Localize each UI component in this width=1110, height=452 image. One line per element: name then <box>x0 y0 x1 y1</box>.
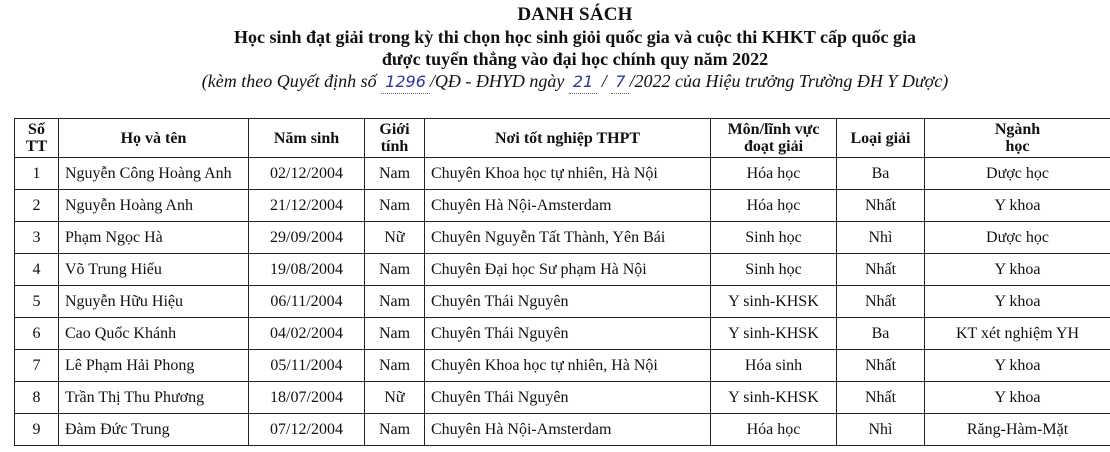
table-header-row <box>15 119 1110 158</box>
cell-major: Dược học <box>925 158 1110 190</box>
table-row <box>15 318 1110 350</box>
cell-field: Y sinh-KHSK <box>711 318 837 350</box>
cell-birth: 19/08/2004 <box>249 254 365 286</box>
header-name: Họ và tên <box>59 119 249 158</box>
cell-prize: Nhất <box>837 382 925 414</box>
document-subtitle-line-1: Học sinh đạt giải trong kỳ thi chọn học sinh giỏi quốc gia và cuộc thi KHKT cấp quốc gia <box>234 27 916 47</box>
decision-month-handwritten: 7 <box>611 71 629 94</box>
cell-birth: 06/11/2004 <box>249 286 365 318</box>
cell-name: Đàm Đức Trung <box>59 414 249 446</box>
cell-major: KT xét nghiệm YH <box>925 318 1110 350</box>
header-field: Môn/lĩnh vực đoạt giải <box>711 119 837 158</box>
cell-stt: 1 <box>15 158 59 190</box>
cell-name: Nguyễn Hữu Hiệu <box>59 286 249 318</box>
header-birth: Năm sinh <box>249 119 365 158</box>
table-row <box>15 382 1110 414</box>
table-row <box>15 222 1110 254</box>
cell-name: Nguyễn Công Hoàng Anh <box>59 158 249 190</box>
cell-name: Nguyễn Hoàng Anh <box>59 190 249 222</box>
cell-prize: Nhất <box>837 286 925 318</box>
cell-gender: Nam <box>365 254 425 286</box>
cell-major: Y khoa <box>925 254 1110 286</box>
cell-birth: 29/09/2004 <box>249 222 365 254</box>
cell-field: Y sinh-KHSK <box>711 382 837 414</box>
cell-gender: Nam <box>365 190 425 222</box>
cell-major: Y khoa <box>925 286 1110 318</box>
cell-field: Hóa học <box>711 190 837 222</box>
cell-prize: Nhì <box>837 414 925 446</box>
cell-gender: Nam <box>365 350 425 382</box>
header-stt: Số TT <box>15 119 59 158</box>
decision-suffix: /2022 của Hiệu trưởng Trường ĐH Y Dược) <box>629 71 949 91</box>
cell-major: Y khoa <box>925 350 1110 382</box>
cell-gender: Nữ <box>365 222 425 254</box>
cell-prize: Nhất <box>837 190 925 222</box>
cell-field: Sinh học <box>711 222 837 254</box>
table-row <box>15 254 1110 286</box>
cell-birth: 05/11/2004 <box>249 350 365 382</box>
decision-prefix: (kèm theo Quyết định số <box>201 71 377 91</box>
cell-gender: Nam <box>365 158 425 190</box>
cell-major: Dược học <box>925 222 1110 254</box>
table-row <box>15 350 1110 382</box>
cell-stt: 6 <box>15 318 59 350</box>
header-gender: Giới tính <box>365 119 425 158</box>
table-row <box>15 158 1110 190</box>
cell-major: Y khoa <box>925 382 1110 414</box>
decision-slash: / <box>601 71 607 91</box>
header-prize: Loại giải <box>837 119 925 158</box>
cell-birth: 07/12/2004 <box>249 414 365 446</box>
document-subtitle-line-2: được tuyển thẳng vào đại học chính quy năm 2022 <box>381 49 769 69</box>
header-major: Ngành học <box>925 119 1110 158</box>
decision-reference <box>40 70 1110 94</box>
cell-school: Chuyên Nguyễn Tất Thành, Yên Bái <box>425 222 711 254</box>
cell-school: Chuyên Hà Nội-Amsterdam <box>425 190 711 222</box>
cell-stt: 7 <box>15 350 59 382</box>
cell-gender: Nam <box>365 414 425 446</box>
decision-number-handwritten: 1296 <box>381 71 430 94</box>
cell-school: Chuyên Khoa học tự nhiên, Hà Nội <box>425 350 711 382</box>
cell-name: Lê Phạm Hải Phong <box>59 350 249 382</box>
header-school: Nơi tốt nghiệp THPT <box>425 119 711 158</box>
decision-mid: /QĐ - ĐHYD ngày <box>429 71 565 91</box>
cell-prize: Nhì <box>837 222 925 254</box>
cell-stt: 8 <box>15 382 59 414</box>
cell-stt: 3 <box>15 222 59 254</box>
cell-gender: Nam <box>365 318 425 350</box>
table-row <box>15 286 1110 318</box>
cell-major: Răng-Hàm-Mặt <box>925 414 1110 446</box>
cell-field: Y sinh-KHSK <box>711 286 837 318</box>
cell-gender: Nữ <box>365 382 425 414</box>
cell-school: Chuyên Thái Nguyên <box>425 318 711 350</box>
table-row <box>15 190 1110 222</box>
cell-school: Chuyên Thái Nguyên <box>425 382 711 414</box>
cell-prize: Nhất <box>837 254 925 286</box>
cell-field: Hóa học <box>711 158 837 190</box>
cell-prize: Ba <box>837 158 925 190</box>
cell-stt: 9 <box>15 414 59 446</box>
cell-gender: Nam <box>365 286 425 318</box>
cell-field: Hóa học <box>711 414 837 446</box>
cell-major: Y khoa <box>925 190 1110 222</box>
cell-name: Cao Quốc Khánh <box>59 318 249 350</box>
cell-name: Phạm Ngọc Hà <box>59 222 249 254</box>
cell-birth: 04/02/2004 <box>249 318 365 350</box>
cell-birth: 21/12/2004 <box>249 190 365 222</box>
cell-school: Chuyên Đại học Sư phạm Hà Nội <box>425 254 711 286</box>
decision-day-handwritten: 21 <box>569 71 597 94</box>
cell-stt: 4 <box>15 254 59 286</box>
cell-field: Sinh học <box>711 254 837 286</box>
document-heading <box>40 4 1110 94</box>
cell-name: Võ Trung Hiếu <box>59 254 249 286</box>
cell-prize: Ba <box>837 318 925 350</box>
table-row <box>15 414 1110 446</box>
cell-name: Trần Thị Thu Phương <box>59 382 249 414</box>
cell-birth: 02/12/2004 <box>249 158 365 190</box>
student-list-table <box>14 118 1110 446</box>
cell-stt: 5 <box>15 286 59 318</box>
cell-school: Chuyên Hà Nội-Amsterdam <box>425 414 711 446</box>
document-title: DANH SÁCH <box>517 4 633 25</box>
cell-school: Chuyên Khoa học tự nhiên, Hà Nội <box>425 158 711 190</box>
cell-field: Hóa sinh <box>711 350 837 382</box>
cell-birth: 18/07/2004 <box>249 382 365 414</box>
cell-stt: 2 <box>15 190 59 222</box>
cell-school: Chuyên Thái Nguyên <box>425 286 711 318</box>
cell-prize: Nhất <box>837 350 925 382</box>
